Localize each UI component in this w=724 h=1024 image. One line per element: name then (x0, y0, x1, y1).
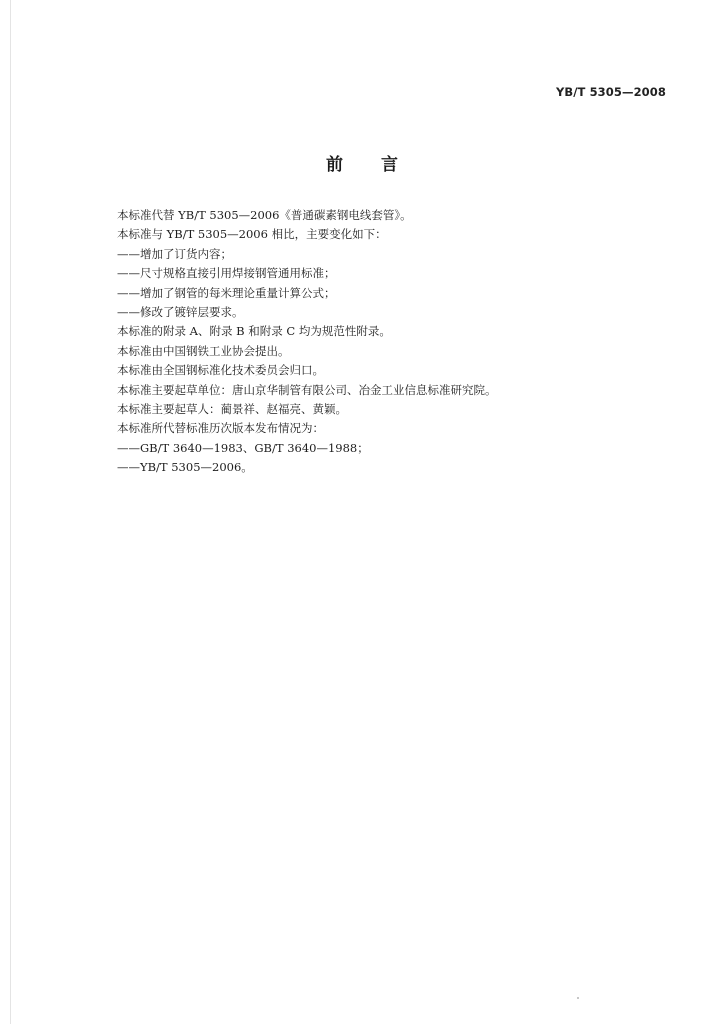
text-line: ——YB/T 5305—2006。 (117, 460, 253, 475)
standard-code: YB/T 5305—2008 (555, 85, 666, 99)
text-line: 本标准由全国钢标准化技术委员会归口。 (117, 363, 324, 378)
text-line: 本标准由中国钢铁工业协会提出。 (117, 343, 290, 358)
page-title: 前言 (326, 155, 436, 175)
text-line: ——GB/T 3640—1983、GB/T 3640—1988； (117, 440, 369, 455)
text-line: ——增加了订货内容； (117, 246, 232, 261)
text-line: 本标准主要起草人：蔺景祥、赵福亮、黄颖。 (117, 401, 347, 416)
text-line: 本标准所代替标准历次版本发布情况为： (117, 421, 324, 436)
text-line: ——增加了钢管的每米理论重量计算公式； (117, 285, 336, 300)
text-line: ——尺寸规格直接引用焊接钢管通用标准； (117, 266, 336, 281)
scan-speck (577, 997, 579, 999)
text-line: ——修改了镀锌层要求。 (117, 304, 244, 319)
text-line: 本标准与 YB/T 5305—2006 相比，主要变化如下： (117, 227, 387, 242)
text-line: 本标准的附录 A、附录 B 和附录 C 均为规范性附录。 (117, 324, 391, 339)
text-line: 本标准主要起草单位：唐山京华制管有限公司、冶金工业信息标准研究院。 (117, 382, 497, 397)
text-line: 本标准代替 YB/T 5305—2006《普通碳素钢电线套管》。 (117, 208, 412, 222)
foreword-text (117, 206, 677, 477)
